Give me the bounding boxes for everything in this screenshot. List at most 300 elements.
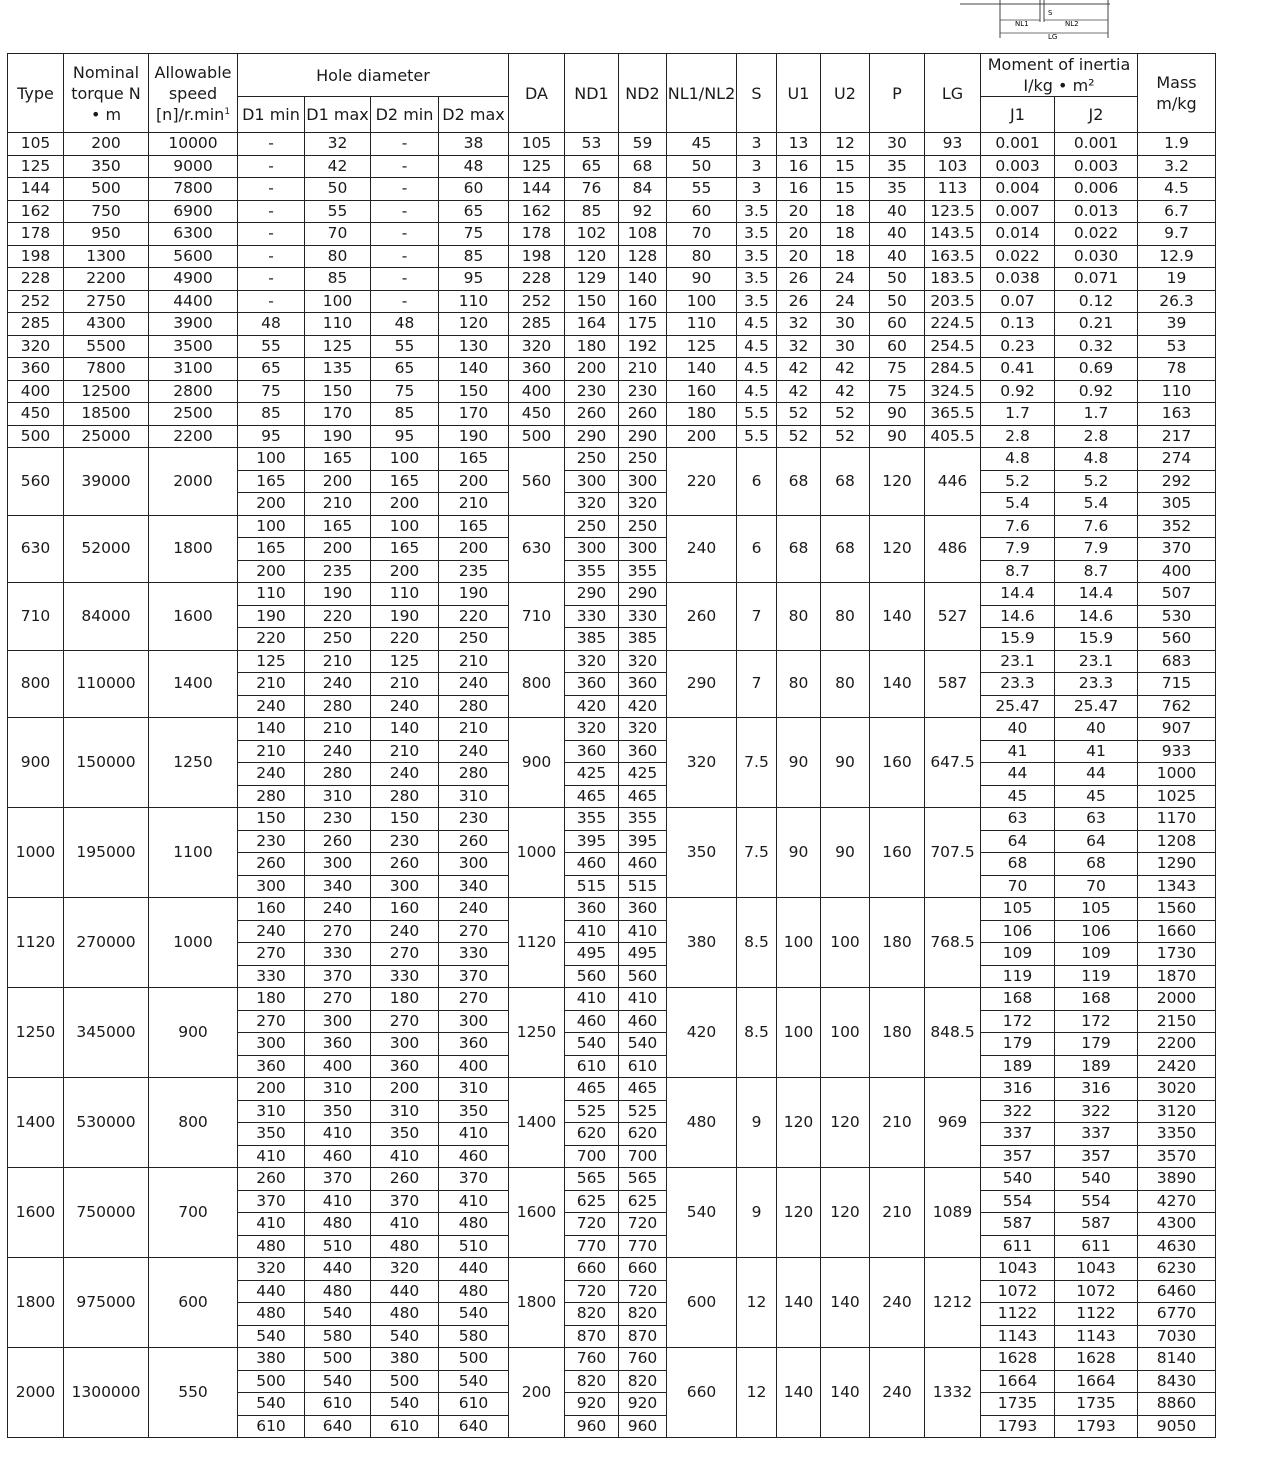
cell-nd2: 320 [619, 718, 667, 741]
cell-type: 285 [8, 313, 64, 336]
table-row [8, 898, 1216, 921]
cell-d2max: 165 [439, 515, 509, 538]
cell-p: 90 [870, 403, 925, 426]
cell-d1min: 240 [238, 920, 305, 943]
cell-u2: 30 [821, 335, 870, 358]
cell-nd2: 84 [619, 178, 667, 201]
cell-u2: 18 [821, 223, 870, 246]
cell-nl: 100 [667, 290, 737, 313]
cell-d1min: 540 [238, 1393, 305, 1416]
cell-nd2: 625 [619, 1190, 667, 1213]
cell-da: 630 [509, 515, 565, 583]
cell-d2max: 170 [439, 403, 509, 426]
cell-mass: 4630 [1138, 1235, 1216, 1258]
cell-torque: 1300000 [64, 1348, 149, 1438]
cell-j1: 0.13 [981, 313, 1055, 336]
cell-d1max: 340 [305, 875, 371, 898]
cell-mass: 26.3 [1138, 290, 1216, 313]
cell-nd2: 870 [619, 1325, 667, 1348]
cell-j2: 14.6 [1055, 605, 1138, 628]
cell-mass: 715 [1138, 673, 1216, 696]
sketch-label-lg: LG [1048, 33, 1058, 40]
cell-speed: 1600 [149, 583, 238, 651]
cell-mass: 39 [1138, 313, 1216, 336]
cell-u1: 100 [777, 898, 821, 988]
cell-mass: 4270 [1138, 1190, 1216, 1213]
cell-mass: 1000 [1138, 763, 1216, 786]
header-da: DA [509, 54, 565, 133]
sketch-label-nl2: NL2 [1065, 20, 1079, 28]
cell-d1max: 240 [305, 740, 371, 763]
cell-s: 6 [737, 448, 777, 516]
cell-s: 3.5 [737, 245, 777, 268]
cell-d2min: 55 [371, 335, 439, 358]
cell-u1: 32 [777, 335, 821, 358]
cell-d1min: 100 [238, 515, 305, 538]
cell-speed: 6300 [149, 223, 238, 246]
cell-u2: 52 [821, 425, 870, 448]
cell-nd1: 180 [565, 335, 619, 358]
cell-type: 2000 [8, 1348, 64, 1438]
cell-d1max: 190 [305, 425, 371, 448]
header-speed: Allowable speed $[n]/r.\min^1$ [149, 54, 238, 133]
cell-d1max: 480 [305, 1213, 371, 1236]
cell-d1min: - [238, 223, 305, 246]
cell-nd2: 540 [619, 1033, 667, 1056]
cell-nl: 220 [667, 448, 737, 516]
cell-j2: 23.3 [1055, 673, 1138, 696]
cell-mass: 53 [1138, 335, 1216, 358]
table-row [8, 380, 1216, 403]
cell-j1: 1043 [981, 1258, 1055, 1281]
cell-type: 178 [8, 223, 64, 246]
cell-mass: 110 [1138, 380, 1216, 403]
cell-d2max: 140 [439, 358, 509, 381]
cell-nd2: 720 [619, 1213, 667, 1236]
cell-nd1: 360 [565, 898, 619, 921]
cell-nl: 350 [667, 808, 737, 898]
cell-nl: 540 [667, 1168, 737, 1258]
cell-nd2: 330 [619, 605, 667, 628]
cell-da: 1120 [509, 898, 565, 988]
cell-mass: 3.2 [1138, 155, 1216, 178]
cell-s: 7.5 [737, 808, 777, 898]
cell-u2: 24 [821, 290, 870, 313]
cell-da: 125 [509, 155, 565, 178]
cell-mass: 4.5 [1138, 178, 1216, 201]
cell-p: 240 [870, 1348, 925, 1438]
cell-d2min: 480 [371, 1303, 439, 1326]
cell-d1max: 165 [305, 515, 371, 538]
table-row [8, 515, 1216, 538]
cell-j1: 4.8 [981, 448, 1055, 471]
cell-p: 50 [870, 290, 925, 313]
cell-d2min: 200 [371, 493, 439, 516]
cell-j1: 1.7 [981, 403, 1055, 426]
cell-mass: 1208 [1138, 830, 1216, 853]
cell-d2max: 110 [439, 290, 509, 313]
cell-d1max: 270 [305, 988, 371, 1011]
cell-j2: 587 [1055, 1213, 1138, 1236]
cell-j2: 68 [1055, 853, 1138, 876]
cell-j2: 5.2 [1055, 470, 1138, 493]
header-speed-exponent: 1 [224, 106, 231, 117]
cell-d1max: 540 [305, 1370, 371, 1393]
cell-d1max: 440 [305, 1258, 371, 1281]
cell-nd1: 355 [565, 560, 619, 583]
cell-d2max: 220 [439, 605, 509, 628]
header-mass: Mass m/kg [1138, 54, 1216, 133]
cell-nd2: 395 [619, 830, 667, 853]
cell-nd2: 465 [619, 1078, 667, 1101]
cell-nd1: 610 [565, 1055, 619, 1078]
cell-type: 1400 [8, 1078, 64, 1168]
cell-mass: 352 [1138, 515, 1216, 538]
cell-p: 240 [870, 1258, 925, 1348]
cell-mass: 1870 [1138, 965, 1216, 988]
cell-nd1: 525 [565, 1100, 619, 1123]
cell-j1: 357 [981, 1145, 1055, 1168]
cell-lg: 324.5 [925, 380, 981, 403]
cell-u2: 80 [821, 650, 870, 718]
cell-j1: 5.4 [981, 493, 1055, 516]
cell-speed: 550 [149, 1348, 238, 1438]
cell-lg: 647.5 [925, 718, 981, 808]
cell-da: 1800 [509, 1258, 565, 1348]
cell-j2: 0.030 [1055, 245, 1138, 268]
cell-j1: 7.6 [981, 515, 1055, 538]
cell-d1min: 230 [238, 830, 305, 853]
cell-p: 50 [870, 268, 925, 291]
cell-s: 7.5 [737, 718, 777, 808]
cell-nd2: 59 [619, 133, 667, 156]
cell-mass: 933 [1138, 740, 1216, 763]
cell-d2max: 240 [439, 898, 509, 921]
cell-lg: 486 [925, 515, 981, 583]
cell-nd2: 360 [619, 673, 667, 696]
cell-type: 1600 [8, 1168, 64, 1258]
cell-d2min: - [371, 245, 439, 268]
cell-nd1: 495 [565, 943, 619, 966]
cell-lg: 203.5 [925, 290, 981, 313]
cell-d1min: 140 [238, 718, 305, 741]
cell-u1: 52 [777, 403, 821, 426]
cell-j1: 64 [981, 830, 1055, 853]
cell-mass: 3350 [1138, 1123, 1216, 1146]
coupling-spec-table [7, 53, 1216, 1438]
cell-d2max: 230 [439, 808, 509, 831]
cell-mass: 274 [1138, 448, 1216, 471]
cell-d1min: 220 [238, 628, 305, 651]
cell-u2: 68 [821, 448, 870, 516]
cell-type: 198 [8, 245, 64, 268]
cell-s: 9 [737, 1168, 777, 1258]
cell-mass: 1.9 [1138, 133, 1216, 156]
cell-nd1: 870 [565, 1325, 619, 1348]
cell-speed: 1800 [149, 515, 238, 583]
cell-u1: 120 [777, 1078, 821, 1168]
cell-nl: 240 [667, 515, 737, 583]
cell-d2min: 220 [371, 628, 439, 651]
cell-j2: 0.69 [1055, 358, 1138, 381]
cell-d1max: 280 [305, 695, 371, 718]
cell-d1min: 65 [238, 358, 305, 381]
cell-d2min: 150 [371, 808, 439, 831]
cell-d2min: 270 [371, 943, 439, 966]
cell-torque: 2750 [64, 290, 149, 313]
cell-nd1: 129 [565, 268, 619, 291]
cell-d1min: 350 [238, 1123, 305, 1146]
cell-d1min: 260 [238, 1168, 305, 1191]
table-row [8, 1258, 1216, 1281]
cell-nd1: 150 [565, 290, 619, 313]
cell-d2max: 210 [439, 650, 509, 673]
cell-type: 228 [8, 268, 64, 291]
cell-lg: 103 [925, 155, 981, 178]
cell-d2min: 360 [371, 1055, 439, 1078]
table-row [8, 268, 1216, 291]
cell-nd1: 290 [565, 425, 619, 448]
cell-type: 252 [8, 290, 64, 313]
cell-j1: 68 [981, 853, 1055, 876]
cell-torque: 500 [64, 178, 149, 201]
cell-j2: 0.21 [1055, 313, 1138, 336]
cell-d2min: 260 [371, 853, 439, 876]
cell-nd2: 160 [619, 290, 667, 313]
cell-p: 160 [870, 718, 925, 808]
cell-d1max: 70 [305, 223, 371, 246]
cell-nd2: 565 [619, 1168, 667, 1191]
cell-p: 210 [870, 1168, 925, 1258]
cell-d1min: - [238, 133, 305, 156]
cell-d2max: 200 [439, 470, 509, 493]
cell-s: 4.5 [737, 335, 777, 358]
cell-s: 12 [737, 1258, 777, 1348]
cell-d2min: 380 [371, 1348, 439, 1371]
cell-p: 75 [870, 380, 925, 403]
cell-nl: 125 [667, 335, 737, 358]
cell-d2min: 210 [371, 740, 439, 763]
cell-d1min: 75 [238, 380, 305, 403]
cell-nl: 160 [667, 380, 737, 403]
cell-d1min: 480 [238, 1303, 305, 1326]
cell-nd2: 460 [619, 1010, 667, 1033]
cell-nd1: 660 [565, 1258, 619, 1281]
cell-j1: 2.8 [981, 425, 1055, 448]
cell-d2max: 65 [439, 200, 509, 223]
cell-nd1: 53 [565, 133, 619, 156]
cell-d2max: 270 [439, 920, 509, 943]
cell-nd2: 290 [619, 425, 667, 448]
cell-j1: 40 [981, 718, 1055, 741]
cell-nd2: 260 [619, 403, 667, 426]
cell-d2max: 480 [439, 1213, 509, 1236]
cell-d1min: 410 [238, 1145, 305, 1168]
cell-j2: 172 [1055, 1010, 1138, 1033]
cell-j2: 316 [1055, 1078, 1138, 1101]
cell-torque: 5500 [64, 335, 149, 358]
cell-j2: 105 [1055, 898, 1138, 921]
cell-type: 360 [8, 358, 64, 381]
cell-j1: 0.001 [981, 133, 1055, 156]
cell-type: 450 [8, 403, 64, 426]
cell-nd2: 300 [619, 470, 667, 493]
cell-d2max: 38 [439, 133, 509, 156]
table-row [8, 448, 1216, 471]
cell-nd2: 385 [619, 628, 667, 651]
cell-d2min: 125 [371, 650, 439, 673]
cell-lg: 587 [925, 650, 981, 718]
header-nd2: ND2 [619, 54, 667, 133]
cell-d2min: 540 [371, 1393, 439, 1416]
cell-nd1: 700 [565, 1145, 619, 1168]
cell-j1: 554 [981, 1190, 1055, 1213]
cell-nl: 45 [667, 133, 737, 156]
cell-nd1: 164 [565, 313, 619, 336]
cell-nd1: 565 [565, 1168, 619, 1191]
cell-d1max: 125 [305, 335, 371, 358]
cell-speed: 2000 [149, 448, 238, 516]
cell-nl: 320 [667, 718, 737, 808]
cell-d2min: 160 [371, 898, 439, 921]
cell-d2max: 540 [439, 1370, 509, 1393]
cell-d2min: 260 [371, 1168, 439, 1191]
cell-d1min: - [238, 268, 305, 291]
cell-j1: 0.92 [981, 380, 1055, 403]
cell-nd2: 425 [619, 763, 667, 786]
cell-nd1: 355 [565, 808, 619, 831]
cell-d2min: 230 [371, 830, 439, 853]
cell-j1: 23.1 [981, 650, 1055, 673]
table-row [8, 1168, 1216, 1191]
cell-j2: 0.001 [1055, 133, 1138, 156]
cell-j1: 322 [981, 1100, 1055, 1123]
cell-nd1: 420 [565, 695, 619, 718]
cell-speed: 900 [149, 988, 238, 1078]
cell-mass: 907 [1138, 718, 1216, 741]
cell-da: 450 [509, 403, 565, 426]
cell-d1min: 165 [238, 538, 305, 561]
cell-d1min: 270 [238, 943, 305, 966]
cell-d2max: 340 [439, 875, 509, 898]
cell-torque: 950 [64, 223, 149, 246]
header-nl: NL1/NL2 [667, 54, 737, 133]
cell-j1: 25.47 [981, 695, 1055, 718]
table-row [8, 133, 1216, 156]
cell-s: 5.5 [737, 425, 777, 448]
cell-d1min: 210 [238, 673, 305, 696]
cell-mass: 1343 [1138, 875, 1216, 898]
cell-d1min: 270 [238, 1010, 305, 1033]
cell-j1: 41 [981, 740, 1055, 763]
cell-lg: 527 [925, 583, 981, 651]
cell-d1max: 260 [305, 830, 371, 853]
cell-d1min: 150 [238, 808, 305, 831]
cell-d1min: 95 [238, 425, 305, 448]
cell-j2: 0.013 [1055, 200, 1138, 223]
cell-speed: 7800 [149, 178, 238, 201]
cell-u1: 90 [777, 808, 821, 898]
cell-u2: 42 [821, 380, 870, 403]
cell-d1max: 150 [305, 380, 371, 403]
cell-nl: 260 [667, 583, 737, 651]
cell-mass: 1290 [1138, 853, 1216, 876]
cell-mass: 8430 [1138, 1370, 1216, 1393]
cell-lg: 405.5 [925, 425, 981, 448]
cell-d1max: 170 [305, 403, 371, 426]
cell-nd2: 250 [619, 448, 667, 471]
cell-j1: 45 [981, 785, 1055, 808]
cell-type: 144 [8, 178, 64, 201]
cell-j2: 0.022 [1055, 223, 1138, 246]
cell-j2: 7.9 [1055, 538, 1138, 561]
cell-j1: 15.9 [981, 628, 1055, 651]
cell-da: 162 [509, 200, 565, 223]
cell-j1: 1072 [981, 1280, 1055, 1303]
cell-da: 400 [509, 380, 565, 403]
cell-j2: 1793 [1055, 1415, 1138, 1438]
cell-speed: 4900 [149, 268, 238, 291]
cell-j2: 1143 [1055, 1325, 1138, 1348]
cell-da: 1000 [509, 808, 565, 898]
cell-nd2: 250 [619, 515, 667, 538]
cell-d1min: 330 [238, 965, 305, 988]
cell-d2max: 95 [439, 268, 509, 291]
cell-d1min: 240 [238, 763, 305, 786]
cell-j1: 106 [981, 920, 1055, 943]
cell-nd1: 515 [565, 875, 619, 898]
cell-speed: 3900 [149, 313, 238, 336]
cell-da: 560 [509, 448, 565, 516]
cell-speed: 1000 [149, 898, 238, 988]
cell-d1min: 260 [238, 853, 305, 876]
cell-nd2: 230 [619, 380, 667, 403]
cell-mass: 1170 [1138, 808, 1216, 831]
cell-nd1: 85 [565, 200, 619, 223]
cell-da: 1400 [509, 1078, 565, 1168]
cell-j2: 554 [1055, 1190, 1138, 1213]
cell-torque: 7800 [64, 358, 149, 381]
cell-torque: 270000 [64, 898, 149, 988]
cell-type: 1800 [8, 1258, 64, 1348]
cell-nd2: 140 [619, 268, 667, 291]
cell-d1min: 280 [238, 785, 305, 808]
cell-d1min: 380 [238, 1348, 305, 1371]
cell-nl: 70 [667, 223, 737, 246]
cell-d2min: 210 [371, 673, 439, 696]
cell-nl: 80 [667, 245, 737, 268]
cell-da: 900 [509, 718, 565, 808]
cell-d1min: 370 [238, 1190, 305, 1213]
cell-d2min: 100 [371, 515, 439, 538]
cell-d2max: 400 [439, 1055, 509, 1078]
cell-j2: 1664 [1055, 1370, 1138, 1393]
cell-d1min: 240 [238, 695, 305, 718]
cell-mass: 4300 [1138, 1213, 1216, 1236]
cell-torque: 200 [64, 133, 149, 156]
cell-d1min: - [238, 200, 305, 223]
cell-d1min: - [238, 290, 305, 313]
cell-s: 5.5 [737, 403, 777, 426]
cell-j1: 119 [981, 965, 1055, 988]
cell-d1max: 190 [305, 583, 371, 606]
cell-d2min: 200 [371, 1078, 439, 1101]
cell-d1min: 55 [238, 335, 305, 358]
cell-d1max: 240 [305, 898, 371, 921]
table-row [8, 988, 1216, 1011]
cell-d1max: 220 [305, 605, 371, 628]
cell-j1: 105 [981, 898, 1055, 921]
